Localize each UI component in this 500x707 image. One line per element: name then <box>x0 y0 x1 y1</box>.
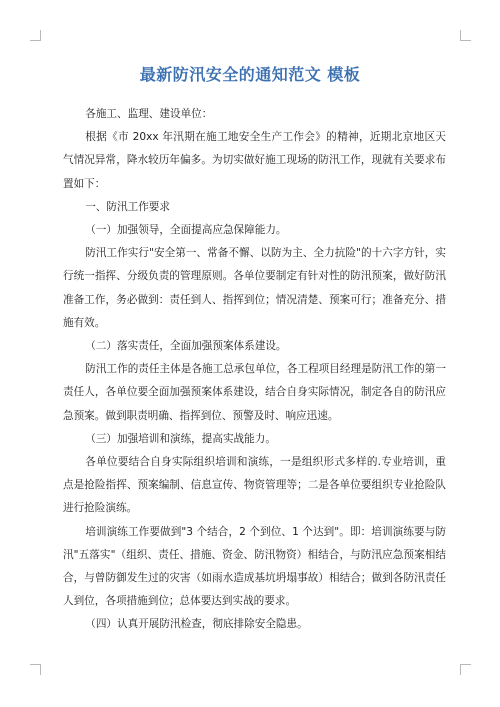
section-heading: 一、防汛工作要求 <box>85 200 170 213</box>
corner-mark-top-left <box>30 30 41 41</box>
subheading-4: （四）认真开展防汛检查，彻底排除安全隐患。 <box>85 618 308 631</box>
subheading-2: （二）落实责任，全面加强预案体系建设。 <box>85 340 287 353</box>
corner-mark-bottom-right <box>460 664 471 675</box>
corner-mark-bottom-left <box>30 664 41 675</box>
intro-paragraph: 根据《市 20xx 年汛期在施工地安全生产工作会》的精神，近期北京地区天气情况异常，降水较历年偏多。为切实做好施工现场的防汛工作，现就有关要求布置如下： <box>63 131 446 190</box>
body-paragraph-2: 防汛工作的责任主体是各施工总承包单位，各工程项目经理是防汛工作的第一责任人，各单位要全面加强预案体系建设，结合自身实际情况，制定各自的防汛应急预案。做到职责明确、指挥到位、预警及时、响应迅速。 <box>63 363 446 422</box>
subheading-1: （一）加强领导，全面提高应急保障能力。 <box>85 224 287 237</box>
salutation: 各施工、监理、建设单位： <box>85 108 213 120</box>
document-title: 最新防汛安全的通知范文 模板 <box>139 65 361 84</box>
corner-mark-top-right <box>460 30 471 41</box>
document-body <box>63 103 446 637</box>
body-paragraph-3: 各单位要结合自身实际组织培训和演练，一是组织形式多样的.专业培训，重点是抢险指挥、预案编制、信息宣传、物资管理等；二是各单位要组织专业抢险队进行抢险演练。 <box>63 456 446 515</box>
body-paragraph-4: 培训演练工作要做到"3 个结合，2 个到位、1 个达到"。即：培训演练要与防汛"五落实"（组织、责任、措施、资金、防汛物资）相结合，与防汛应急预案相结合，与曾防御发生过的灾害（如雨水造成基坑坍塌事故）相结合；做到各防汛责任人到位，各项措施到位；总体要达到实战的要求。 <box>63 525 446 608</box>
body-paragraph-1: 防汛工作实行"安全第一、常备不懈、以防为主、全力抗险"的十六字方针，实行统一指挥、分级负责的管理原则。各单位要制定有针对性的防汛预案，做好防汛准备工作，务必做到：责任到人、指挥到位；情况清楚、预案可行；准备充分、措施有效。 <box>63 247 446 329</box>
subheading-3: （三）加强培训和演练，提高实战能力。 <box>85 432 276 445</box>
